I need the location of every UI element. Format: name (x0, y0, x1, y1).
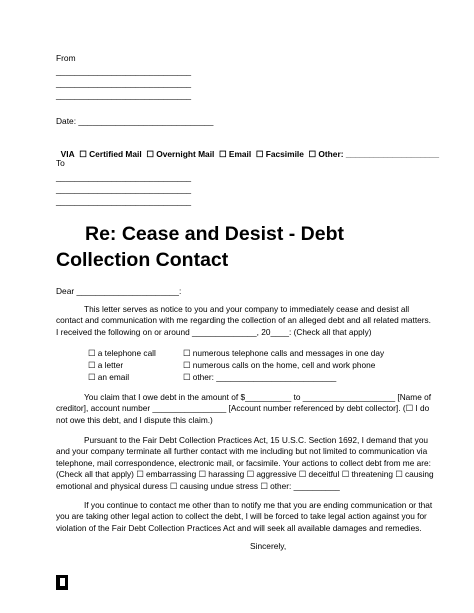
check-telephone-call[interactable]: ☐ a telephone call (88, 348, 156, 358)
via-certified-mail[interactable]: ☐ Certified Mail (79, 149, 142, 159)
salutation: Dear ______________________: (56, 286, 182, 296)
paragraph-fdcpa-text: Pursuant to the Fair Debt Collection Practices Act, 15 U.S.C. Section 1692, I demand that you and your company terminate all further contact with me including but not limited to communication via telephone, mail correspondence, electronic mail, or facsimile. Your actions to collect debt from me are: (Check all that apply) ☐ embarrassing ☐ harassing ☐ aggressive ☐ deceitful ☐ threatening ☐ causing emotional and physical duress ☐ causing undue stress ☐ other: __________ (56, 435, 434, 491)
to-label: To (56, 158, 65, 168)
paragraph-legal-action-text: If you continue to contact me other than to notify me that you are ending communication or that you are taking other legal action to collect the debt, I will be forced to take legal action against you for violation of the Fair Debt Collection Practices Act and will seek all available damages and remedies. (56, 500, 433, 533)
paragraph-claim-text: You claim that I owe debt in the amount of $__________ to ____________________ [Name of creditor], account number ________________ [Account number referenced by debt collector]. (☐ I do not owe this debt, and I dispute this claim.) (56, 392, 432, 425)
title-line-2: Collection Contact (56, 249, 229, 271)
check-numerous-calls-phones[interactable]: ☐ numerous calls on the home, cell and work phone (183, 360, 376, 370)
via-overnight-mail[interactable]: ☐ Overnight Mail (146, 149, 215, 159)
check-other[interactable]: ☐ other: __________________________ (183, 372, 337, 382)
from-label: From (56, 53, 76, 63)
paragraph-notice-text: This letter serves as notice to you and your company to immediately cease and desist all contact and communication with me regarding the collection of an alleged debt and all related matters. I received the following on or around ______________, 20____: (Check all that apply) (56, 304, 431, 337)
from-line-2[interactable]: _____________________________ (56, 78, 192, 88)
closing: Sincerely, (250, 541, 287, 551)
via-email[interactable]: ☐ Email (219, 149, 252, 159)
via-other[interactable]: ☐ Other: ____________________ (308, 149, 439, 159)
paragraph-legal-action (56, 500, 434, 534)
paragraph-notice (56, 304, 434, 338)
to-line-1[interactable]: _____________________________ (56, 172, 192, 182)
date-line[interactable]: Date: _____________________________ (56, 116, 214, 126)
to-line-2[interactable]: _____________________________ (56, 184, 192, 194)
brand-logo-icon (56, 575, 68, 590)
via-row (56, 138, 439, 160)
via-label: VIA (60, 149, 75, 159)
from-line-1[interactable]: _____________________________ (56, 66, 192, 76)
paragraph-fdcpa (56, 435, 434, 492)
check-numerous-calls-one-day[interactable]: ☐ numerous telephone calls and messages in one day (183, 348, 385, 358)
from-line-3[interactable]: _____________________________ (56, 90, 192, 100)
check-letter[interactable]: ☐ a letter (88, 360, 124, 370)
paragraph-claim (56, 392, 434, 426)
title-line-1: Re: Cease and Desist - Debt (85, 223, 344, 245)
check-email[interactable]: ☐ an email (88, 372, 130, 382)
via-facsimile[interactable]: ☐ Facsimile (255, 149, 304, 159)
to-line-3[interactable]: _____________________________ (56, 196, 192, 206)
